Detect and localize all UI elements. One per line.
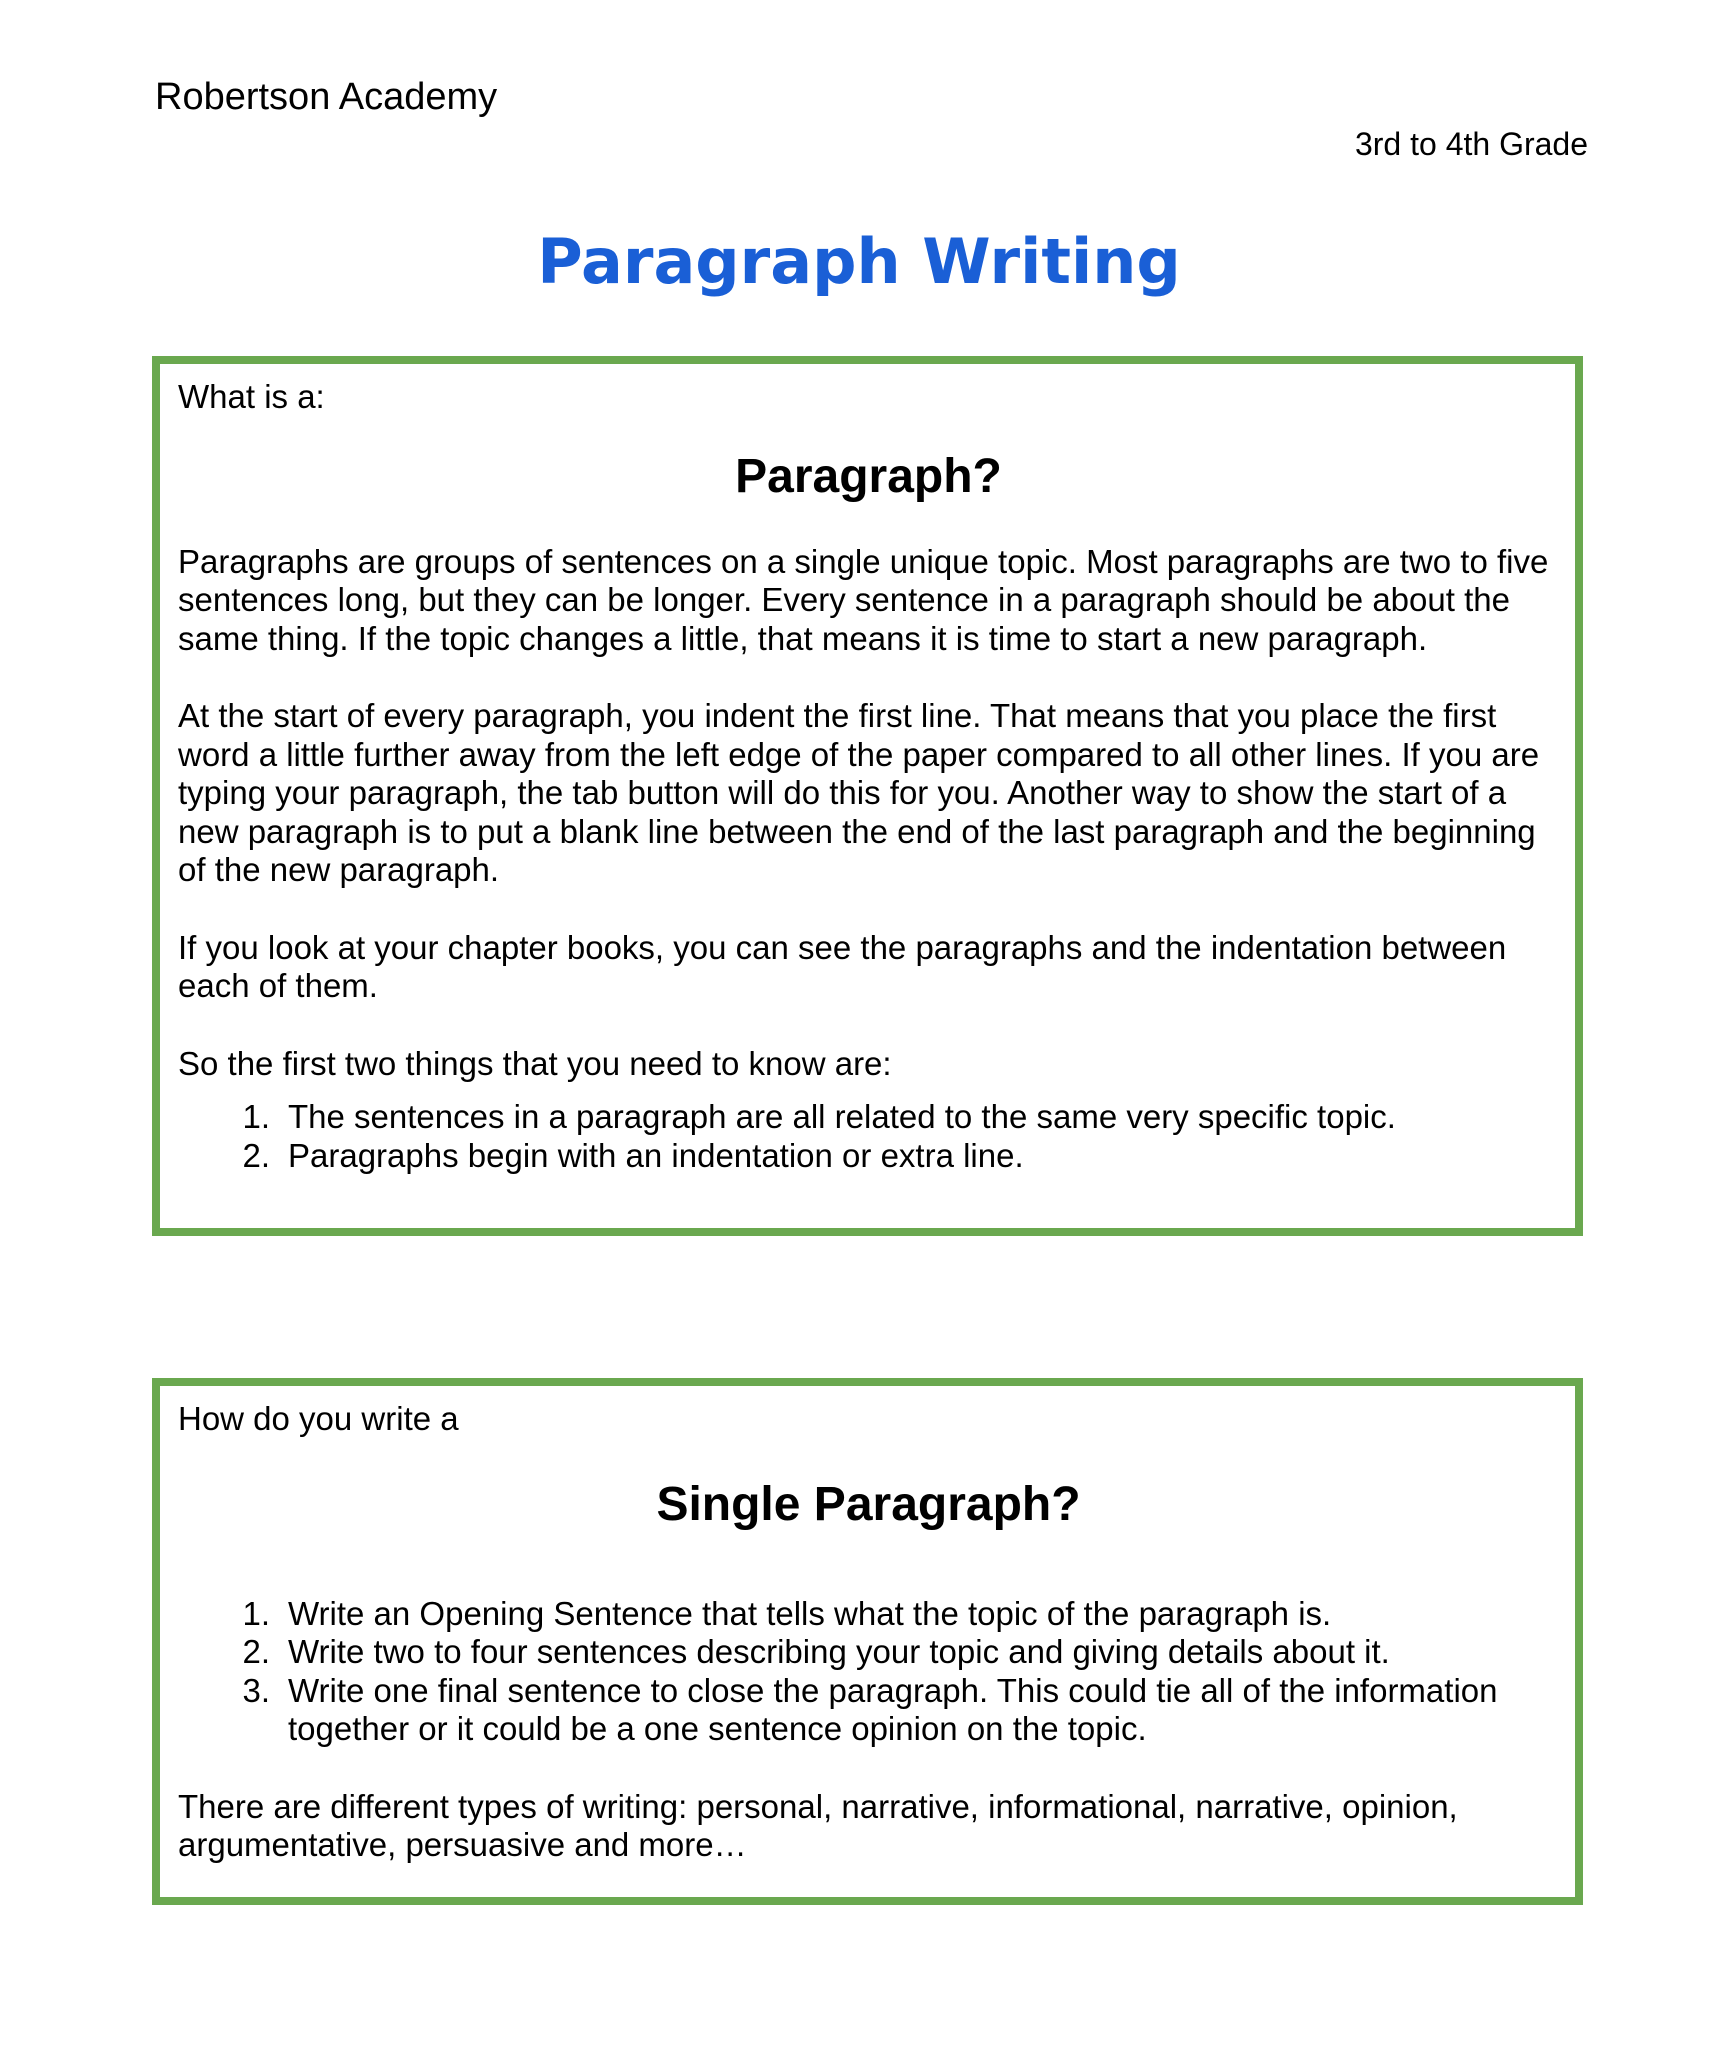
box-lead: What is a: [178, 378, 325, 415]
school-name: Robertson Academy [155, 76, 498, 118]
list-text: Write an Opening Sentence that tells what the topic of the paragraph is. [288, 1594, 1332, 1632]
list-text: The sentences in a paragraph are all related to the same very specific topic. [288, 1098, 1396, 1135]
box-body [178, 543, 1559, 1084]
list-item [178, 1098, 1559, 1137]
list-item [178, 1595, 1559, 1634]
closing-paragraph: There are different types of writing: personal, narrative, informational, narrative, opinion, argumentative, persuasive and more… [178, 1787, 1458, 1863]
single-paragraph-box [152, 1378, 1583, 1905]
list-text: Write one final sentence to close the paragraph. This could tie all of the information together or it could be a one sentence opinion on the topic. [288, 1671, 1498, 1747]
list-item [178, 1672, 1559, 1749]
grade-level: 3rd to 4th Grade [1354, 126, 1588, 162]
steps-list [178, 1595, 1559, 1749]
list-text: Write two to four sentences describing your topic and giving details about it. [288, 1633, 1390, 1670]
body-paragraph: If you look at your chapter books, you can see the paragraphs and the indentation between each of them. [178, 928, 1507, 1004]
body-paragraph: Paragraphs are groups of sentences on a single unique topic. Most paragraphs are two to five sentences long, but they can be longer. Every sentence in a paragraph should be about the same thing. If the topic changes a little, that means it is time to start a new paragraph. [178, 542, 1549, 657]
list-number: 1. [242, 1098, 270, 1135]
list-item [178, 1633, 1559, 1672]
box-lead: How do you write a [178, 1400, 459, 1437]
list-number: 1. [242, 1594, 270, 1632]
what-is-paragraph-box [152, 356, 1583, 1236]
key-points-list [178, 1098, 1559, 1175]
list-text: Paragraphs begin with an indentation or extra line. [288, 1136, 1024, 1174]
list-number: 2. [242, 1633, 270, 1670]
body-paragraph: So the first two things that you need to know are: [178, 1044, 892, 1082]
list-item [178, 1137, 1559, 1176]
list-number: 2. [242, 1136, 270, 1174]
box-heading: Single Paragraph? [656, 1477, 1081, 1531]
list-number: 3. [242, 1671, 270, 1709]
page-title: Paragraph Writing [537, 225, 1181, 298]
body-paragraph: At the start of every paragraph, you indent the first line. That means that you place the first word a little further away from the left edge of the paper compared to all other lines. If you are typing your paragraph, the tab button will do this for you. Another way to show the start of a new paragraph is to put a blank line between the end of the last paragraph and the beginning of the new paragraph. [178, 697, 1540, 888]
box-heading: Paragraph? [735, 449, 1002, 503]
